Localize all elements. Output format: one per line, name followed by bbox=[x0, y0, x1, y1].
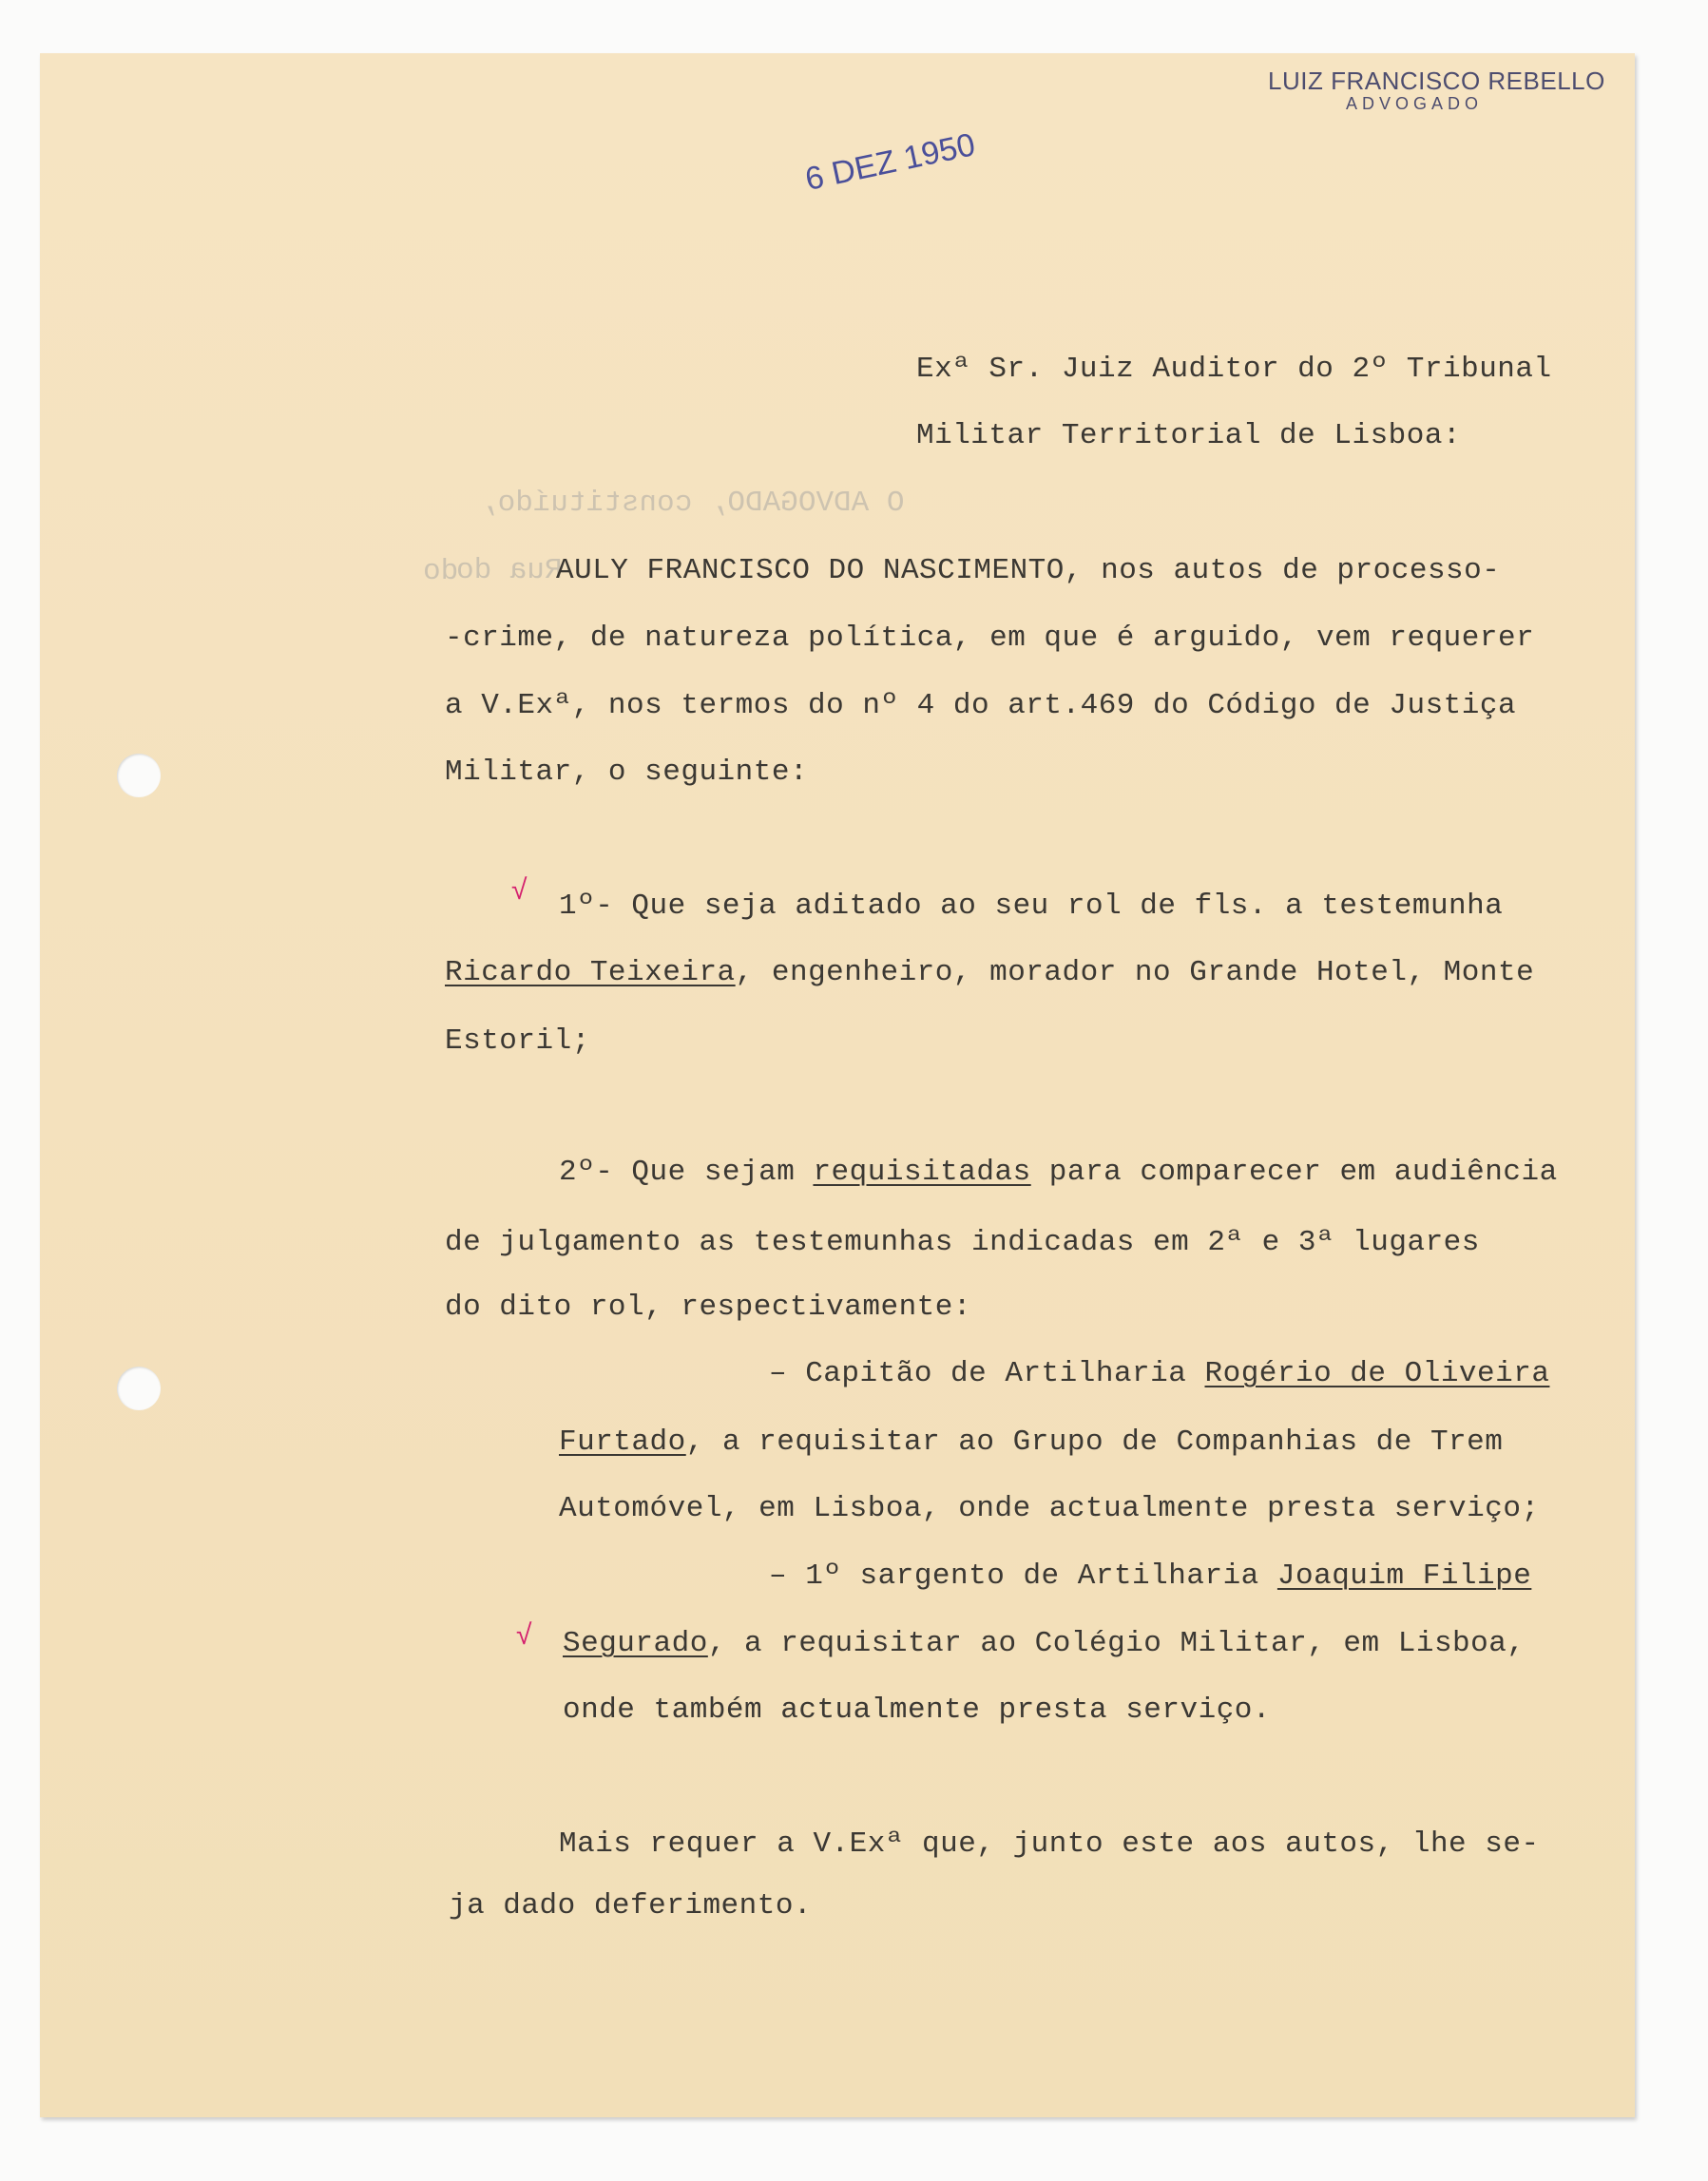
item1-line-2: Ricardo Teixeira, engenheiro, morador no Grande Hotel, Monte bbox=[445, 956, 1535, 989]
check-mark-2: √ bbox=[516, 1619, 532, 1651]
item2-line-2: de julgamento as testemunhas indicadas em 2ª e 3ª lugares bbox=[445, 1226, 1480, 1259]
show-through-line-3: do bbox=[423, 555, 459, 588]
show-through-line-1: O ADVOGADO, constituído, bbox=[480, 487, 905, 520]
punch-hole-lower bbox=[117, 1367, 161, 1410]
witness2-line-3: onde também actualmente presta serviço. bbox=[563, 1693, 1272, 1727]
letterhead-title: ADVOGADO bbox=[1346, 94, 1484, 113]
item2-line-1: 2º- Que sejam requisitadas para comparecer em audiência bbox=[559, 1156, 1558, 1189]
para1-line-1: AULY FRANCISCO DO NASCIMENTO, nos autos de processo- bbox=[556, 554, 1501, 587]
para1-line-2: -crime, de natureza política, em que é arguido, vem requerer bbox=[445, 622, 1535, 655]
letterhead-name: LUIZ FRANCISCO REBELLO bbox=[1268, 67, 1605, 95]
witness2-line-1: – 1º sargento de Artilharia Joaquim Filipe bbox=[769, 1559, 1532, 1593]
witness1-line-3: Automóvel, em Lisboa, onde actualmente presta serviço; bbox=[559, 1492, 1540, 1525]
witness1-line-1: – Capitão de Artilharia Rogério de Oliveira bbox=[769, 1357, 1550, 1390]
defendant-name: AULY FRANCISCO DO NASCIMENTO bbox=[556, 554, 1065, 587]
para1-line-3: a V.Exª, nos termos do nº 4 do art.469 do Código de Justiça bbox=[445, 689, 1517, 722]
show-through-line-2: Rua do bbox=[456, 554, 563, 587]
date-stamp: 6 DEZ 1950 bbox=[801, 126, 979, 199]
item1-line-3: Estoril; bbox=[445, 1024, 590, 1058]
punch-hole-upper bbox=[117, 754, 161, 797]
witness2-line-2: Segurado, a requisitar ao Colégio Militar, em Lisboa, bbox=[563, 1627, 1526, 1660]
check-mark-1: √ bbox=[511, 874, 528, 906]
witness1-line-2: Furtado, a requisitar ao Grupo de Companhias de Trem bbox=[559, 1425, 1504, 1459]
closing-line-1: Mais requer a V.Exª que, junto este aos autos, lhe se- bbox=[559, 1827, 1540, 1861]
closing-line-2: ja dado deferimento. bbox=[449, 1889, 813, 1923]
addressee-line-2: Militar Territorial de Lisboa: bbox=[916, 419, 1462, 452]
para1-line-4: Militar, o seguinte: bbox=[445, 756, 809, 789]
item1-line-1: 1º- Que seja aditado ao seu rol de fls. a testemunha bbox=[559, 890, 1504, 923]
item2-line-3: do dito rol, respectivamente: bbox=[445, 1291, 971, 1324]
addressee-line-1: Exª Sr. Juiz Auditor do 2º Tribunal bbox=[916, 353, 1552, 386]
witness-name-ricardo: Ricardo Teixeira bbox=[445, 956, 736, 989]
